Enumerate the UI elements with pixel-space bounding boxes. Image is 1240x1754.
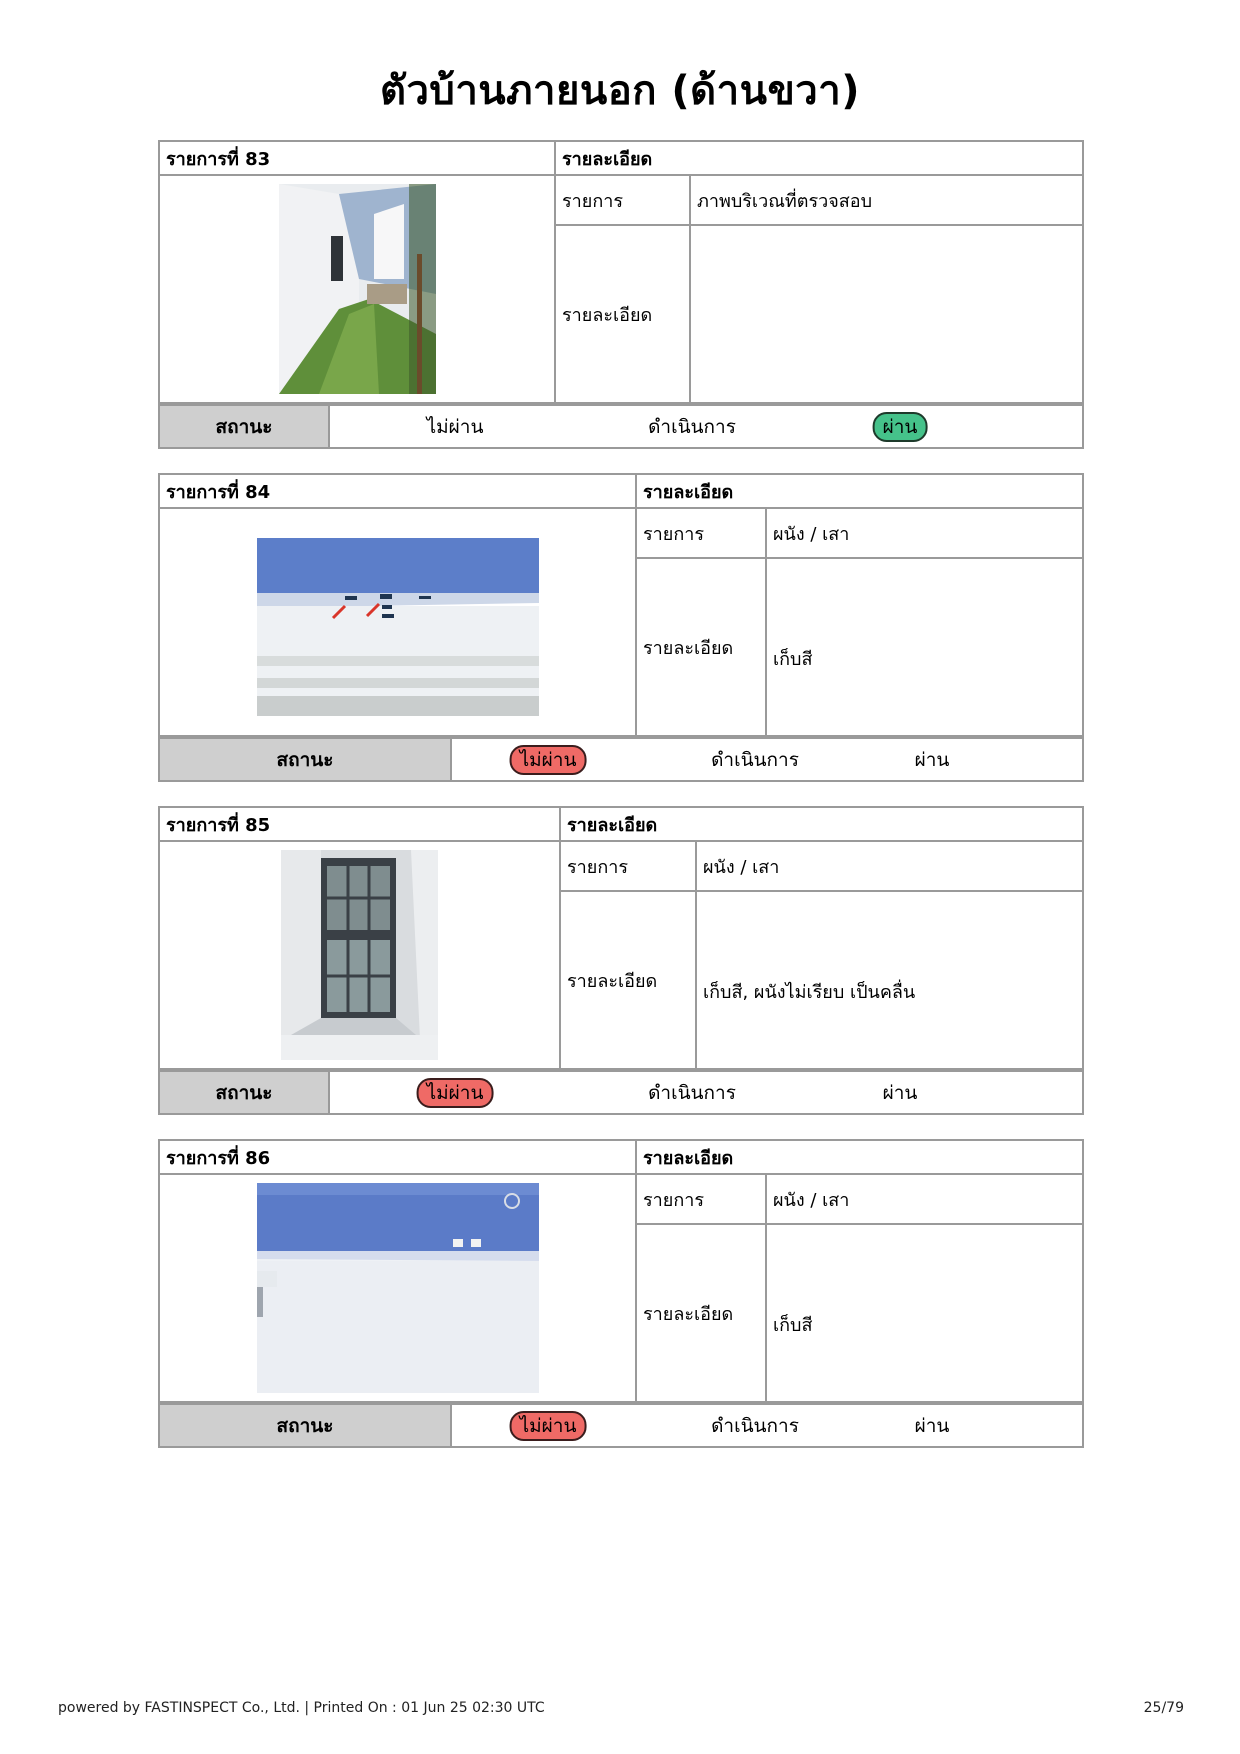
photo-cell: [160, 841, 560, 1069]
inspection-photo[interactable]: [257, 1183, 539, 1393]
item-header: รายการที่ 86: [160, 1141, 636, 1174]
item-label: รายการ: [636, 1174, 766, 1224]
detail-value: [690, 225, 1082, 403]
detail-value: เก็บสี: [766, 1224, 1082, 1402]
status-in-progress-option[interactable]: ดำเนินการ: [711, 748, 799, 771]
item-value: ผนัง / เสา: [696, 841, 1082, 891]
detail-header: รายละเอียด: [636, 475, 1082, 508]
status-fail-option-selected[interactable]: ไม่ผ่าน: [510, 1411, 587, 1441]
detail-header: รายละเอียด: [636, 1141, 1082, 1174]
photo-cell: [160, 1174, 636, 1402]
item-label: รายการ: [555, 175, 690, 225]
status-bar: [160, 404, 1082, 447]
item-value: ภาพบริเวณที่ตรวจสอบ: [690, 175, 1082, 225]
status-pass-option[interactable]: ผ่าน: [882, 1081, 918, 1104]
item-value: ผนัง / เสา: [766, 508, 1082, 558]
item-label: รายการ: [560, 841, 696, 891]
item-label: รายการ: [636, 508, 766, 558]
footer-page-number: 25/79: [1143, 1700, 1184, 1716]
status-in-progress-option[interactable]: ดำเนินการ: [648, 1081, 736, 1104]
page-title: ตัวบ้านภายนอก (ด้านขวา): [379, 68, 861, 114]
inspection-card: [158, 140, 1084, 449]
detail-label: รายละเอียด: [636, 1224, 766, 1402]
item-header: รายการที่ 85: [160, 808, 560, 841]
status-pass-option[interactable]: ผ่าน: [914, 1414, 950, 1437]
inspection-card: [158, 806, 1084, 1115]
inspection-photo[interactable]: [279, 184, 436, 394]
status-pass-option-selected[interactable]: ผ่าน: [873, 412, 928, 442]
status-fail-option-selected[interactable]: ไม่ผ่าน: [510, 745, 587, 775]
status-label: สถานะ: [160, 406, 330, 447]
detail-header: รายละเอียด: [560, 808, 1082, 841]
footer-powered-by: powered by FASTINSPECT Co., Ltd. | Printed On : 01 Jun 25 02:30 UTC: [58, 1700, 545, 1716]
photo-cell: [160, 508, 636, 736]
status-label: สถานะ: [160, 739, 452, 780]
inspection-photo[interactable]: [257, 528, 539, 716]
status-label: สถานะ: [160, 1405, 452, 1446]
status-fail-option[interactable]: ไม่ผ่าน: [426, 415, 484, 438]
status-fail-option-selected[interactable]: ไม่ผ่าน: [417, 1078, 494, 1108]
detail-header: รายละเอียด: [555, 142, 1082, 175]
inspection-card: [158, 1139, 1084, 1448]
item-header: รายการที่ 83: [160, 142, 555, 175]
status-pass-option[interactable]: ผ่าน: [914, 748, 950, 771]
detail-value: เก็บสี: [766, 558, 1082, 736]
status-bar: [160, 1403, 1082, 1446]
status-label: สถานะ: [160, 1072, 330, 1113]
inspection-card: [158, 473, 1084, 782]
photo-cell: [160, 175, 555, 403]
detail-label: รายละเอียด: [560, 891, 696, 1069]
status-bar: [160, 1070, 1082, 1113]
item-header: รายการที่ 84: [160, 475, 636, 508]
item-value: ผนัง / เสา: [766, 1174, 1082, 1224]
status-bar: [160, 737, 1082, 780]
inspection-photo[interactable]: [281, 850, 438, 1060]
detail-label: รายละเอียด: [555, 225, 690, 403]
detail-value: เก็บสี, ผนังไม่เรียบ เป็นคลื่น: [696, 891, 1082, 1069]
status-in-progress-option[interactable]: ดำเนินการ: [648, 415, 736, 438]
detail-label: รายละเอียด: [636, 558, 766, 736]
status-in-progress-option[interactable]: ดำเนินการ: [711, 1414, 799, 1437]
